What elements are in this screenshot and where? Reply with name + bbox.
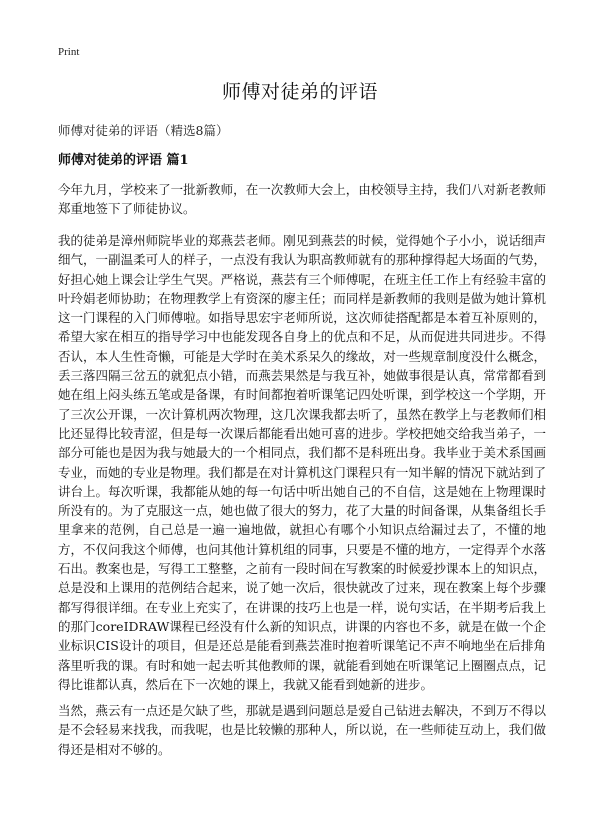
print-link[interactable]: Print bbox=[58, 46, 80, 58]
section-heading: 师傅对徒弟的评语 篇1 bbox=[58, 153, 189, 168]
paragraph-2: 我的徒弟是漳州师院毕业的郑燕芸老师。刚见到燕芸的时候，觉得她个子小小，说话细声细气，一副温柔可人的样子，一点没有我认为职高教师就有的那种撑得起大场面的气势，好担心她上课会让学生气哭。严格说，燕芸有三个师傅呢，在班主任工作上有经验丰富的叶玲娟老师协助；在物理教学上有资深的廖主任；而同样是新教师的我则是做为她计算机这一门课程的入门师傅啦。如指导思宏宇老师所说，这次师徒搭配都是本着互补原则的，希望大家在相互的指导学习中也能发现各自身上的优点和不足，从而促进共同进步。不得否认，本人生性奇懒，可能是大学时在美术系呆久的缘故，对一些规章制度没什么概念，丢三落四隔三岔五的就犯点小错，而燕芸果然是与我互补，她做事很是认真，常常都看到她在组上闷头练五笔或是备课，有时间都抱着听课笔记四处听课，到学校这一个学期，开了三次公开课，一次计算机两次物理，这几次课我都去听了，虽然在教学上与老教师们相比还显得比较青涩，但是每一次课后都能看出她可喜的进步。学校把她交给我当弟子，一部分可能也是因为我与她最大的一个相同点，我们都不是科班出身。我毕业于美术系国画专业，而她的专业是物理。我们都是在对计算机这门课程只有一知半解的情况下就站到了讲台上。每次听课，我都能从她的每一句话中听出她自己的不自信，这是她在上物理课时所没有的。为了克服这一点，她也做了很大的努力，花了大量的时间备课，从集备组长手里拿来的范例，自己总是一遍一遍地做，就担心有哪个小知识点给漏过去了，不懂的地方，不仅问我这个师傅，也问其他计算机组的同事，只要是不懂的地方，一定得弄个水落石出。教案也是，写得工工整整，之前有一段时间在写教案的时候爱抄课本上的知识点，总是没和上课用的范例结合起来，说了她一次后，很快就改了过来，现在教案上每个步骤都写得很详细。在专业上充实了，在讲课的技巧上也是一样，说句实话，在半期考后我上的那门coreIDRAW课程已经没有什么新的知识点，讲课的内容也不多，就是在做一个企业标识CIS设计的项目，但是还总是能看到燕芸准时抱着听课笔记不声不响地坐在后排角落里听我的课。有时和她一起去听其他教师的课，就能看到她在听课笔记上圈圈点点，记得比谁都认真，然后在下一次她的课上，我就又能看到她新的进步。 bbox=[58, 233, 546, 692]
paragraph-3: 当然，燕云有一点还是欠缺了些，那就是遇到问题总是爱自己钻进去解决，不到万不得以是不会轻易来找我，而我呢，也是比较懒的那种人，所以说，在一些师徒互动上，我们做得还是相对不够的。 bbox=[58, 703, 546, 757]
paragraph-1: 今年九月，学校来了一批新教师，在一次教师大会上，由校领导主持，我们八对新老教师郑重地签下了师徒协议。 bbox=[58, 182, 546, 217]
page-title: 师傅对徒弟的评语 bbox=[221, 81, 378, 103]
document-subtitle: 师傅对徒弟的评语（精选8篇） bbox=[58, 123, 229, 138]
